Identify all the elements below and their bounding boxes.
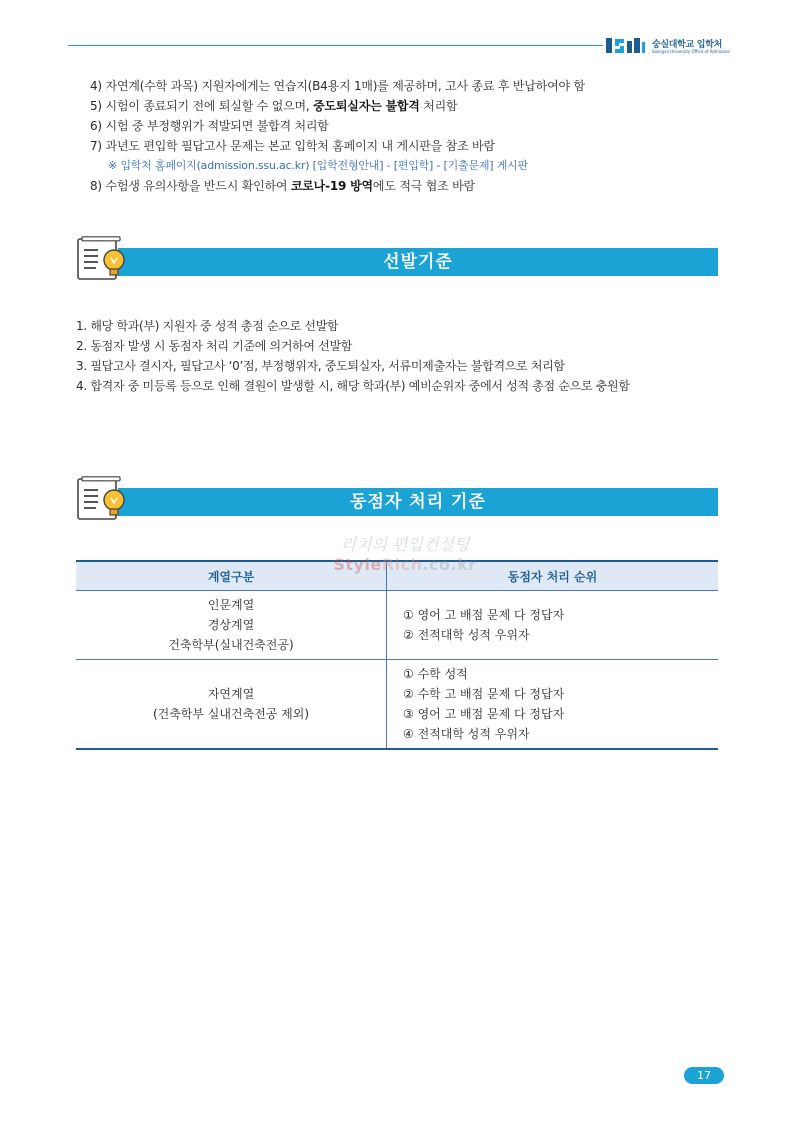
tie-breaking-table — [76, 560, 718, 750]
section-title: 동점자 처리 기준 — [118, 488, 718, 516]
table-row — [76, 591, 718, 660]
criteria-cell: ① 수학 성적 ② 수학 고 배점 문제 다 정답자 ③ 영어 고 배점 문제 다 정답자 ④ 전적대학 성적 우위자 — [387, 660, 719, 750]
category-cell: 인문계열 경상계열 건축학부(실내건축전공) — [76, 591, 387, 660]
criteria-item: 4. 합격자 중 미등록 등으로 인해 결원이 발생할 시, 해당 학과(부) 예비순위자 중에서 성적 총점 순으로 충원함 — [76, 379, 630, 393]
rule-item: 8) 수험생 유의사항을 반드시 확인하여 코로나-19 방역에도 적극 협조 바람 — [90, 179, 475, 193]
university-logo — [606, 36, 736, 58]
rule-item: 7) 과년도 편입학 필답고사 문제는 본교 입학처 홈페이지 내 게시판을 참조 바람 — [90, 139, 495, 153]
criteria-item: 2. 동점자 발생 시 동점자 처리 기준에 의거하여 선발함 — [76, 339, 353, 353]
lightbulb-document-icon — [76, 236, 126, 280]
selection-criteria-list — [76, 316, 630, 396]
logo-mark-icon — [606, 36, 648, 56]
criteria-cell: ① 영어 고 배점 문제 다 정답자 ② 전적대학 성적 우위자 — [387, 591, 719, 660]
watermark-line2: StyleRich.co.kr — [333, 555, 477, 574]
header-rule — [68, 45, 603, 46]
criteria-item: 3. 필답고사 결시자, 필답고사 ‘0’점, 부정행위자, 중도퇴실자, 서류미제출자는 불합격으로 처리함 — [76, 359, 565, 373]
criteria-item: 1. 해당 학과(부) 지원자 중 성적 총점 순으로 선발함 — [76, 319, 339, 333]
page-number: 17 — [684, 1067, 724, 1084]
section-title: 선발기준 — [118, 248, 718, 276]
column-header-criteria: 동점자 처리 순위 — [387, 561, 719, 591]
rule-item: 5) 시험이 종료되기 전에 퇴실할 수 없으며, 중도퇴실자는 불합격 처리함 — [90, 99, 458, 113]
table-row — [76, 660, 718, 750]
watermark-line1: 리치의 편입컨설팅 — [340, 535, 470, 554]
category-cell: 자연계열 (건축학부 실내건축전공 제외) — [76, 660, 387, 750]
selection-criteria-header — [76, 236, 718, 280]
rule-item: 4) 자연계(수학 과목) 지원자에게는 연습지(B4용지 1매)를 제공하며, 고사 종료 후 반납하여야 함 — [90, 79, 585, 93]
exam-rules-list — [90, 76, 585, 196]
column-header-category: 계열구분 — [76, 561, 387, 591]
table-header-row — [76, 561, 718, 591]
rule-note: ※ 입학처 홈페이지(admission.ssu.ac.kr) [입학전형안내] - [편입학] - [기출문제] 게시판 — [108, 159, 528, 172]
rule-item: 6) 시험 중 부정행위가 적발되면 불합격 처리함 — [90, 119, 329, 133]
lightbulb-document-icon — [76, 476, 126, 520]
logo-title: 숭실대학교 입학처 — [652, 40, 722, 50]
logo-subtitle: Soongsil University Office of Admission — [652, 49, 731, 54]
tie-breaking-header — [76, 476, 718, 520]
